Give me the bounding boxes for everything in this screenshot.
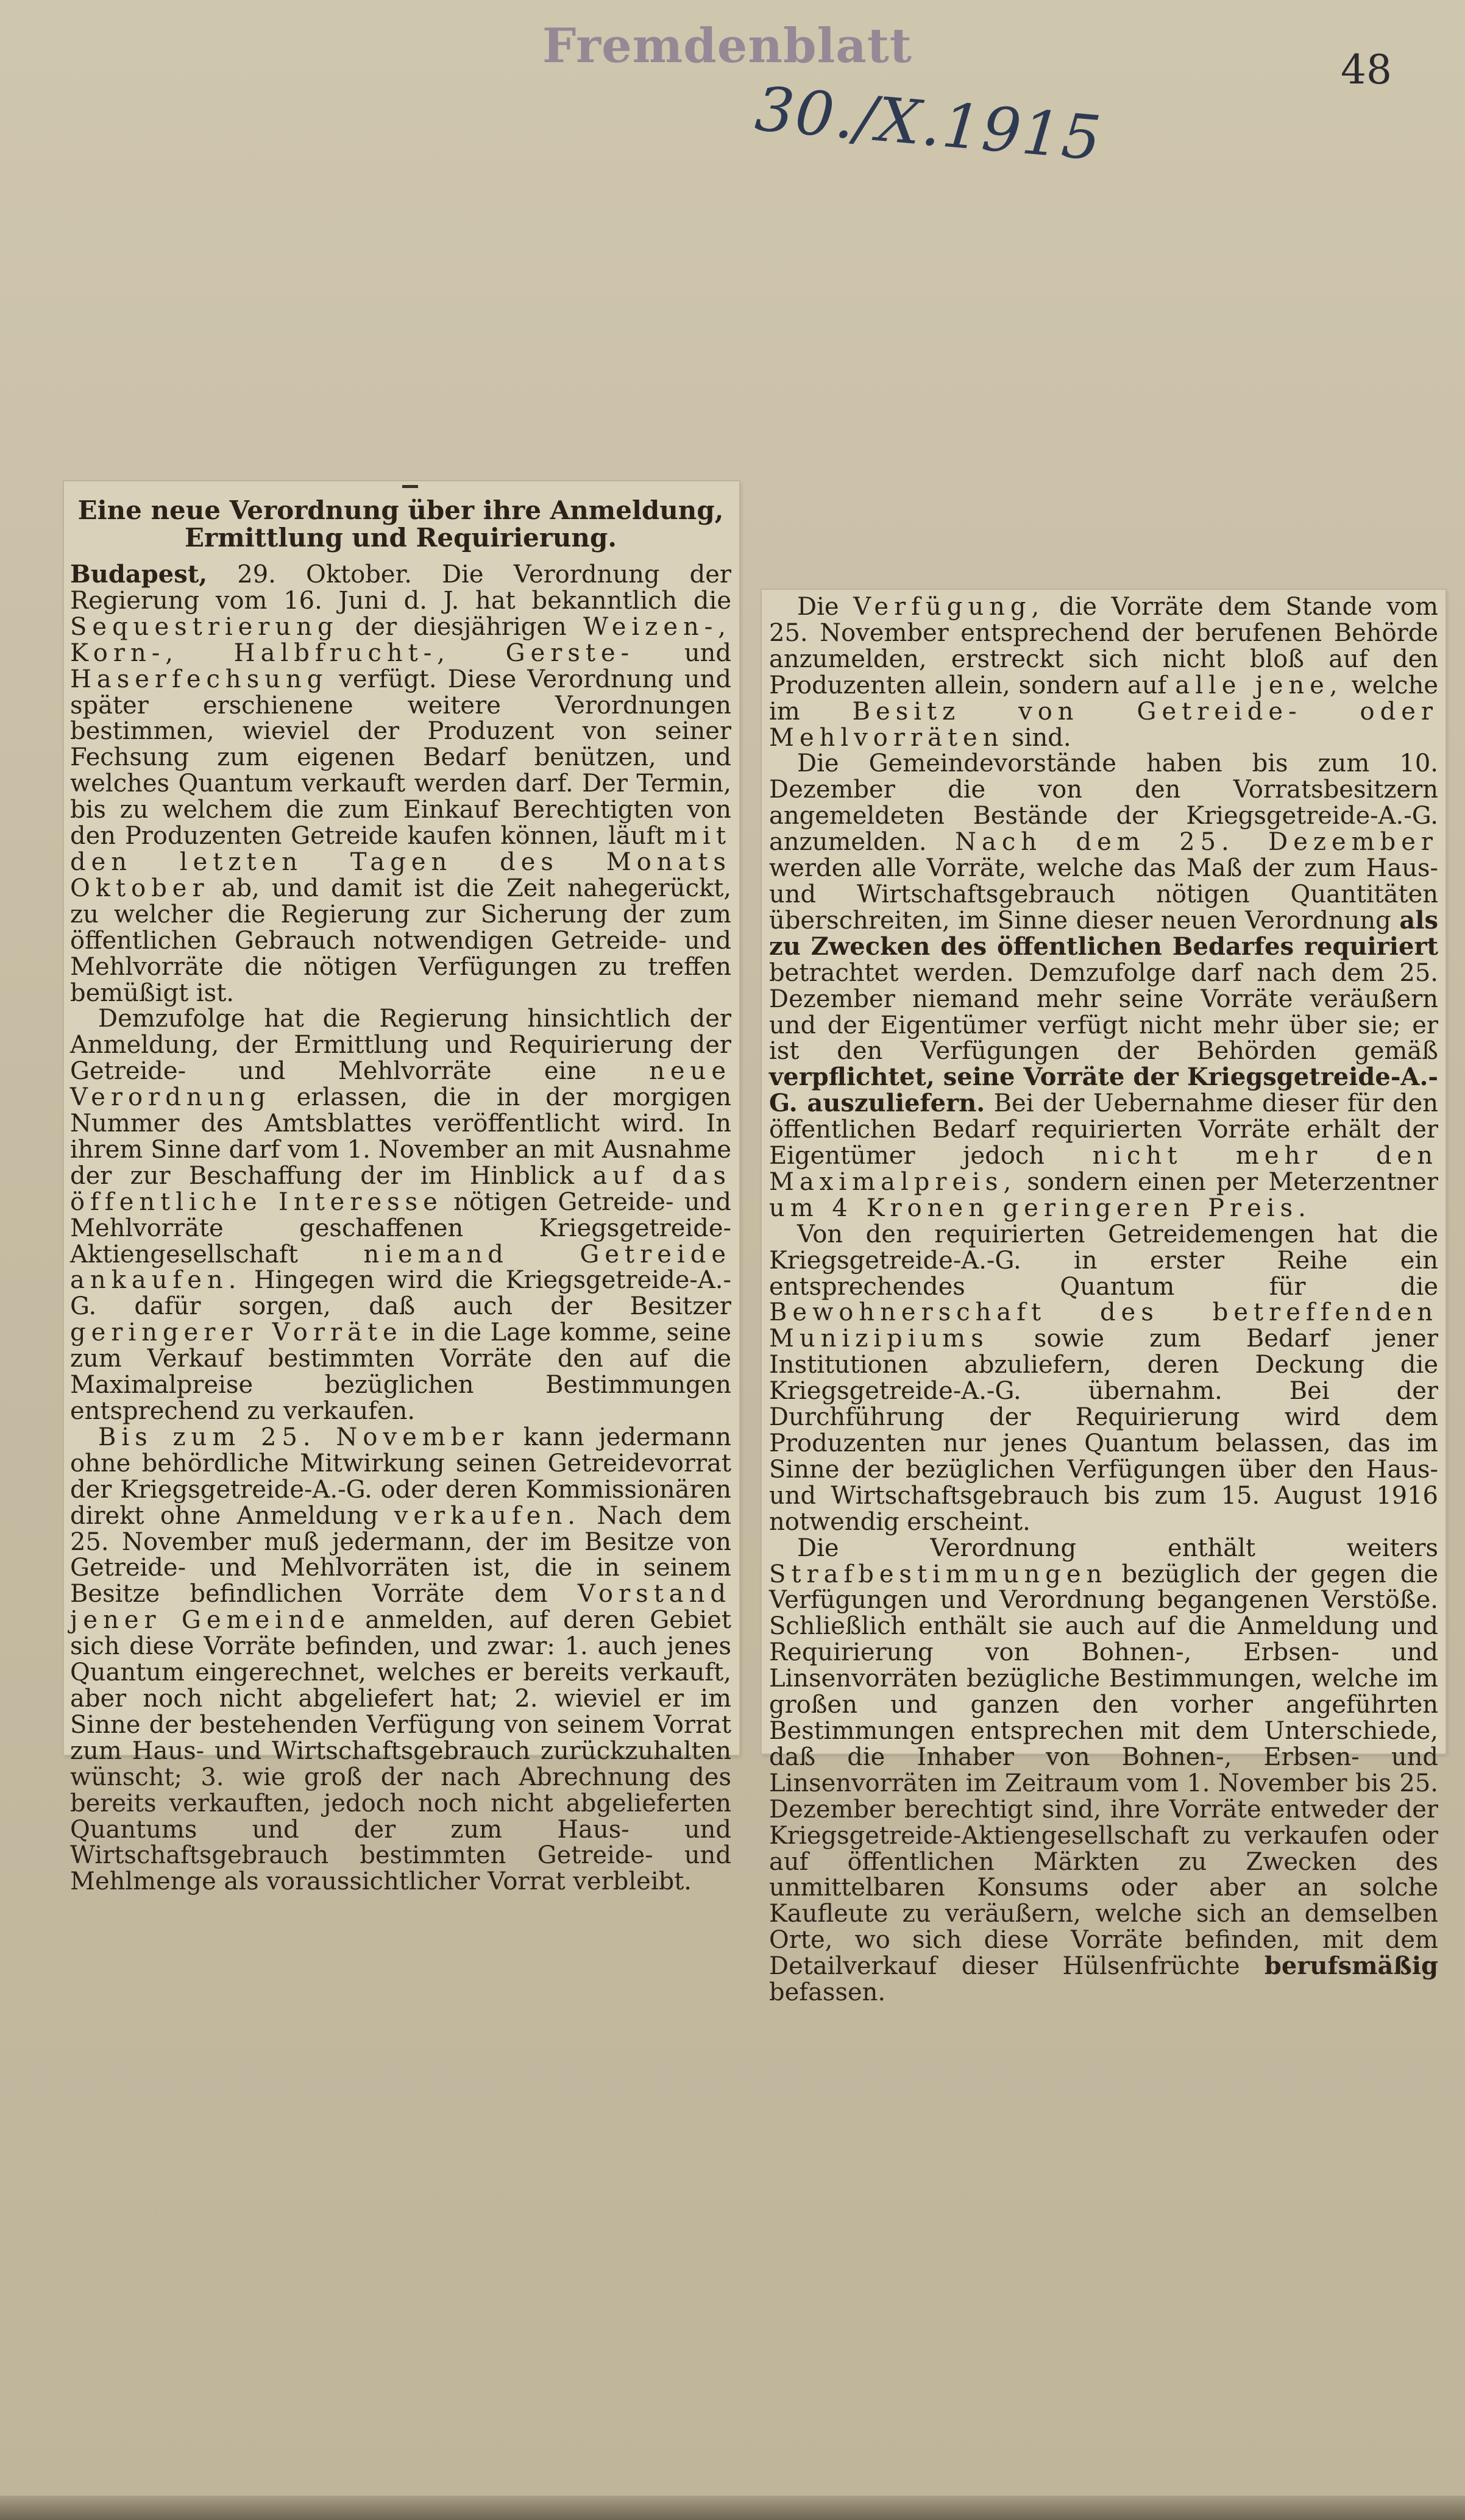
text-run: Nach dem 25. November muß jedermann, der im Besitze von Getreide- und Mehlvorräten ist, die in seinem Besitze befindlichen Vorräte dem	[70, 1501, 731, 1609]
paragraph	[70, 1006, 731, 1425]
bold-text: als zu Zwecken des öffentlichen Bedarfes requiriert	[769, 905, 1438, 961]
paragraph	[769, 1222, 1438, 1535]
newspaper-stamp: Fremdenblatt	[542, 18, 912, 74]
handwritten-date: 30./X.1915	[752, 73, 1105, 175]
spaced-text: auf das öffentliche Interesse	[70, 1161, 732, 1216]
text-run: bezüglich der gegen die Verfügungen und Verordnung begangenen Verstöße. Schließlich enthält sie auch auf die Anmeldung und Requirierung von Bohnen-, Erbsen- und Linsenvorräten bezügliche Bestimmungen, welche im großen und ganzen den vorher angeführten Bestimmungen entsprechen mit dem Unterschiede, daß die Inhaber von Bohnen-, Erbsen- und Linsenvorräten im Zeitraum vom 1. November bis 25. Dezember berechtigt sind, ihre Vorräte entweder der Kriegsgetreide-Aktiengesellschaft zu verkaufen oder auf öffentlichen Märkten zu Zwecken des unmittelbaren Konsums oder aber an solche Kaufleute zu veräußern, welche sich an demselben Orte, wo sich diese Vorräte befinden, mit dem Detailverkauf dieser Hülsenfrüchte	[769, 1560, 1438, 1981]
text-run: Die Verordnung enthält weiters	[797, 1534, 1438, 1562]
text-run: Von den requirierten Getreidemengen hat die Kriegsgetreide-A.-G. in erster Reihe ein entsprechendes Quantum für die	[769, 1220, 1438, 1301]
text-run: nötigen Getreide- und Mehlvorräte geschaffenen Kriegsgetreide-Aktiengesellschaft	[70, 1187, 731, 1269]
spaced-text: Verfügung,	[853, 593, 1045, 621]
text-run: und	[634, 639, 731, 667]
text-run: Die	[797, 593, 854, 621]
spaced-text: Bewohnerschaft des betreffenden Munizipiums	[769, 1298, 1438, 1353]
text-run: erlassen, die in der morgigen Nummer des Amtsblattes veröffentlicht wird. In ihrem Sinne darf vom 1. November an mit Ausnahme der zur Beschaffung der im Hinblick	[70, 1083, 731, 1190]
text-run: ab, und damit ist die Zeit nahegerückt, zu welcher die Regierung zur Sicherung der zum öffentlichen Gebrauch notwendigen Getreide- und Mehlvorräte die nötigen Verfügungen zu treffen bemüßigt ist.	[70, 874, 731, 1007]
paragraph	[70, 562, 731, 1006]
text-run: Demzufolge hat die Regierung hinsichtlich der Anmeldung, der Ermittlung und Requirierung der Getreide- und Mehlvorräte eine	[70, 1005, 731, 1086]
spaced-text: verkaufen.	[394, 1501, 581, 1530]
text-run: die Vorräte dem Stande vom 25. November entsprechend der berufenen Behörde anzumelden, erstreckt sich nicht bloß auf den Produzenten allein, sondern auf	[769, 593, 1438, 699]
spaced-text: nicht mehr den Maximalpreis,	[769, 1142, 1438, 1196]
text-run: der diesjährigen	[338, 612, 583, 641]
bold-text: verpflichtet, seine Vorräte der Kriegsgetreide-A.-G. auszuliefern.	[769, 1063, 1438, 1118]
paragraph	[769, 751, 1438, 1221]
spaced-text: mit den letzten Tagen des Monats Oktober	[70, 822, 731, 902]
spaced-text: Vorstand jener Gemeinde	[70, 1580, 731, 1635]
spaced-text: neue Verordnung	[70, 1057, 731, 1112]
text-run: Bei der Uebernahme dieser für den öffentlichen Bedarf requirierten Vorräte erhält der Eigentümer jedoch	[769, 1089, 1439, 1170]
text-run: Die Gemeindevorstände haben bis zum 10. Dezember die von den Vorratsbesitzern angemeldeten Bestände der Kriegsgetreide-A.-G. anzumelden.	[769, 749, 1438, 857]
text-run: Hingegen wird die Kriegsgetreide-A.-G. dafür sorgen, daß auch der Besitzer	[70, 1266, 731, 1321]
article-column-left	[70, 562, 731, 1895]
text-run: verfügt. Diese Verordnung und später erschienene weitere Verordnungen bestimmen, wieviel der Produzent von seiner Fechsung zum eigenen Bedarf benützen, und welches Quantum verkauft werden darf. Der Termin, bis zu welchem die zum Einkauf Berechtigten von den Produzenten Getreide kaufen können, läuft	[70, 665, 731, 851]
bold-text: berufsmäßig	[1264, 1952, 1438, 1981]
separator-rule	[402, 485, 418, 488]
text-run: befassen.	[769, 1978, 886, 2007]
text-run: kann jedermann ohne behördliche Mitwirkung seinen Getreidevorrat der Kriegsgetreide-A.-G. oder deren Kommissionären direkt ohne Anmeldung	[70, 1423, 731, 1530]
spaced-text: alle jene,	[1175, 671, 1343, 699]
text-run: werden alle Vorräte, welche das Maß der zum Haus- und Wirtschaftsgebrauch nötigen Quantitäten überschreiten, im Sinne dieser neuen Verordnung	[769, 854, 1438, 935]
spaced-text: Bis zum 25. November	[98, 1423, 509, 1451]
spaced-text: Haserfechsung	[70, 665, 328, 693]
text-run: betrachtet werden. Demzufolge darf nach dem 25. Dezember niemand mehr seine Vorräte veräußern und der Eigentümer verfügt nicht mehr über sie; er ist den Verfügungen der Behörden gemäß	[769, 958, 1438, 1066]
spaced-text: Nach dem 25. Dezember	[955, 828, 1438, 857]
text-run: sowie zum Bedarf jener Institutionen abzuliefern, deren Deckung die Kriegsgetreide-A.-G. übernahm. Bei der Durchführung der Requirierung wird dem Produzenten nur jenes Quantum belassen, das im Sinne der bezüglichen Verfügungen über den Haus- und Wirtschaftsgebrauch bis zum 15. August 1916 notwendig erscheint.	[769, 1325, 1438, 1536]
spaced-text: Sequestrierung	[70, 612, 339, 641]
text-run: in die Lage komme, seine zum Verkauf bestimmten Vorräte den auf die Maximalpreise bezüglichen Bestimmungen entsprechend zu verkaufen.	[70, 1318, 731, 1425]
text-run: welche im	[769, 671, 1438, 726]
article-headline: Eine neue Verordnung über ihre Anmeldung, Ermittlung und Requirierung.	[77, 495, 724, 553]
text-run: anmelden, auf deren Gebiet sich diese Vorräte befinden, und zwar: 1. auch jenes Quantum eingerechnet, welches er bereits verkauft, aber noch nicht abgeliefert hat; 2. wieviel er im Sinne der bestehenden Verfügung von seinem Vorrat zum Haus- und Wirtschaftsgebrauch zurückzuhalten wünscht; 3. wie groß der nach Abrechnung des bereits verkauften, jedoch noch nicht abgelieferten Quantums und der zum Haus- und Wirtschaftsgebrauch bestimmten Getreide- und Mehlmenge als voraussichtlicher Vorrat verbleibt.	[70, 1606, 731, 1896]
article-column-right	[769, 594, 1438, 2006]
spaced-text: um 4 Kronen geringeren Preis.	[769, 1194, 1311, 1222]
spaced-text: niemand Getreide ankaufen.	[70, 1240, 731, 1295]
spaced-text: geringerer Vorräte	[70, 1318, 403, 1347]
spaced-text: Weizen-, Korn-, Halbfrucht-, Gerste-	[70, 612, 731, 667]
paragraph	[70, 1425, 731, 1895]
spaced-text: Besitz von Getreide- oder Mehlvorräten	[769, 697, 1438, 752]
text-run: 29. Oktober. Die Verordnung der Regierung vom 16. Juni d. J. hat bekanntlich die	[70, 561, 731, 615]
dateline: Budapest,	[70, 560, 208, 589]
text-run: sind.	[1004, 723, 1071, 752]
paragraph	[769, 594, 1438, 751]
sheet-bottom-edge	[0, 2496, 1465, 2520]
paragraph	[769, 1535, 1438, 2006]
text-run: sondern einen per Meterzentner	[1016, 1167, 1438, 1196]
spaced-text: Strafbestimmungen	[769, 1560, 1108, 1588]
page-number: 48	[1341, 46, 1392, 93]
